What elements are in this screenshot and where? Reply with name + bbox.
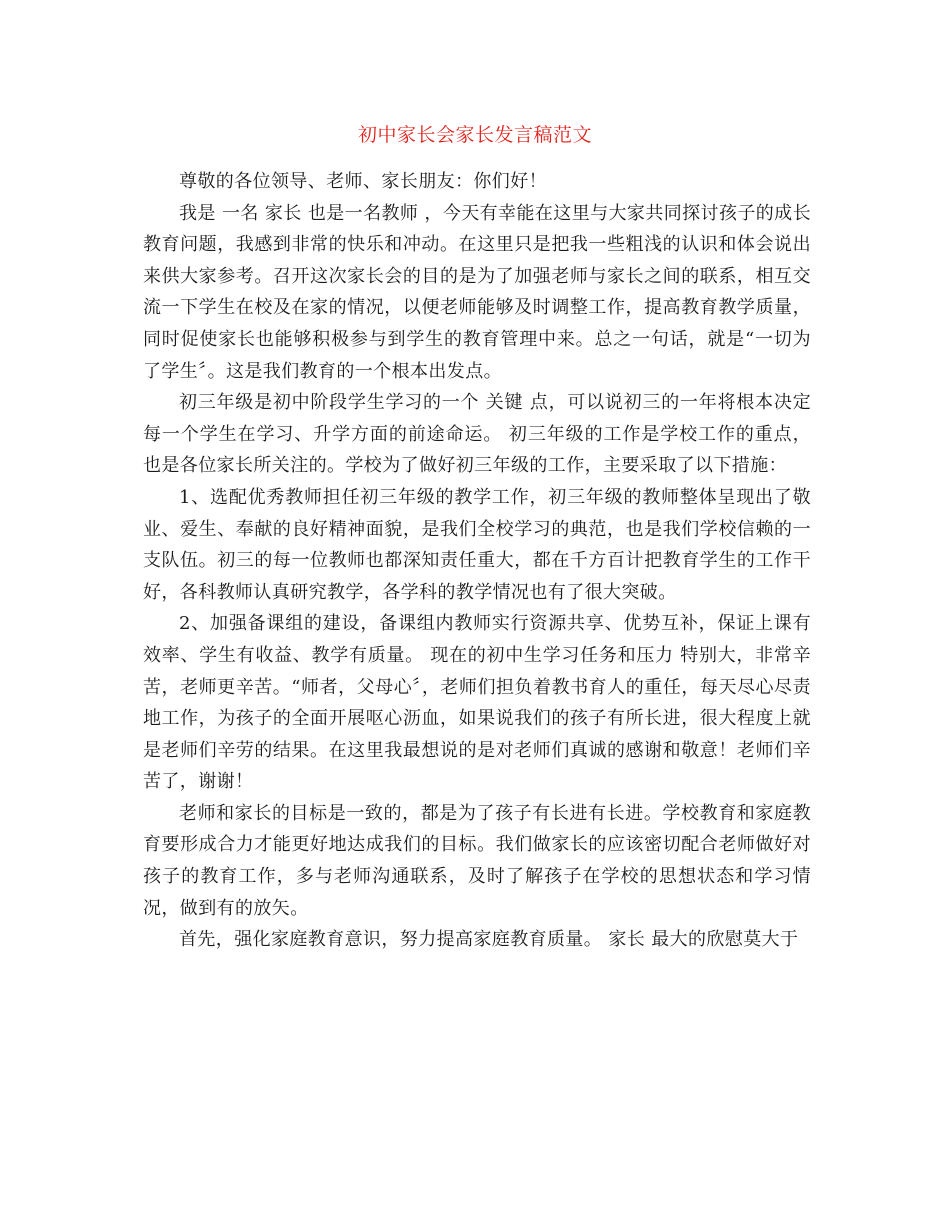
paragraph-measure-1: 1、选配优秀教师担任初三年级的教学工作，初三年级的教师整体呈现出了敬业、爱生、奉献的良好精神面貌，是我们全校学习的典范，也是我们学校信赖的一支队伍。初三的每一位教师也都深知责任重大，都在千方百计把教育学生的工作干好，各科教师认真研究教学，各学科的教学情况也有了很大突破。 <box>143 486 811 603</box>
document-body <box>143 166 811 956</box>
paragraph-measure-2: 2、加强备课组的建设，备课组内教师实行资源共享、优势互补，保证上课有效率、学生有收益、教学有质量。 现在的初中生学习任务和压力 特别大，非常辛苦，老师更辛苦。“师者，父母心〞，老师们担负着教书育人的重任，每天尽心尽责地工作，为孩子的全面开展呕心沥血，如果说我们的孩子有所长进，很大程度上就是老师们辛劳的结果。在这里我最想说的是对老师们真诚的感谢和敬意！老师们辛苦了，谢谢！ <box>143 613 811 793</box>
paragraph-introduction: 我是 一名 家长 也是一名教师 ，今天有幸能在这里与大家共同探讨孩子的成长教育问题，我感到非常的快乐和冲动。在这里只是把我一些粗浅的认识和体会说出来供大家参考。召开这次家长会的目的是为了加强老师与家长之间的联系，相互交流一下学生在校及在家的情况，以便老师能够及时调整工作，提高教育教学质量，同时促使家长也能够积极参与到学生的教育管理中来。总之一句话，就是“一切为了学生〞。这是我们教育的一个根本出发点。 <box>143 202 811 382</box>
paragraph-first-point: 首先，强化家庭教育意识，努力提高家庭教育质量。 家长 最大的欣慰莫大于 <box>179 929 799 951</box>
paragraph-greeting: 尊敬的各位领导、老师、家长朋友：你们好！ <box>179 171 547 192</box>
document-title: 初中家长会家长发言稿范文 <box>357 124 592 146</box>
paragraph-shared-goal: 老师和家长的目标是一致的，都是为了孩子有长进有长进。学校教育和家庭教育要形成合力才能更好地达成我们的目标。我们做家长的应该密切配合老师做好对孩子的教育工作，多与老师沟通联系，及时了解孩子在学校的思想状态和学习情况，做到有的放矢。 <box>143 802 811 919</box>
paragraph-grade-three: 初三年级是初中阶段学生学习的一个 关键 点，可以说初三的一年将根本决定每一个学生在学习、升学方面的前途命运。 初三年级的工作是学校工作的重点，也是各位家长所关注的。学校为了做好初三年级的工作，主要采取了以下措施： <box>143 392 811 477</box>
